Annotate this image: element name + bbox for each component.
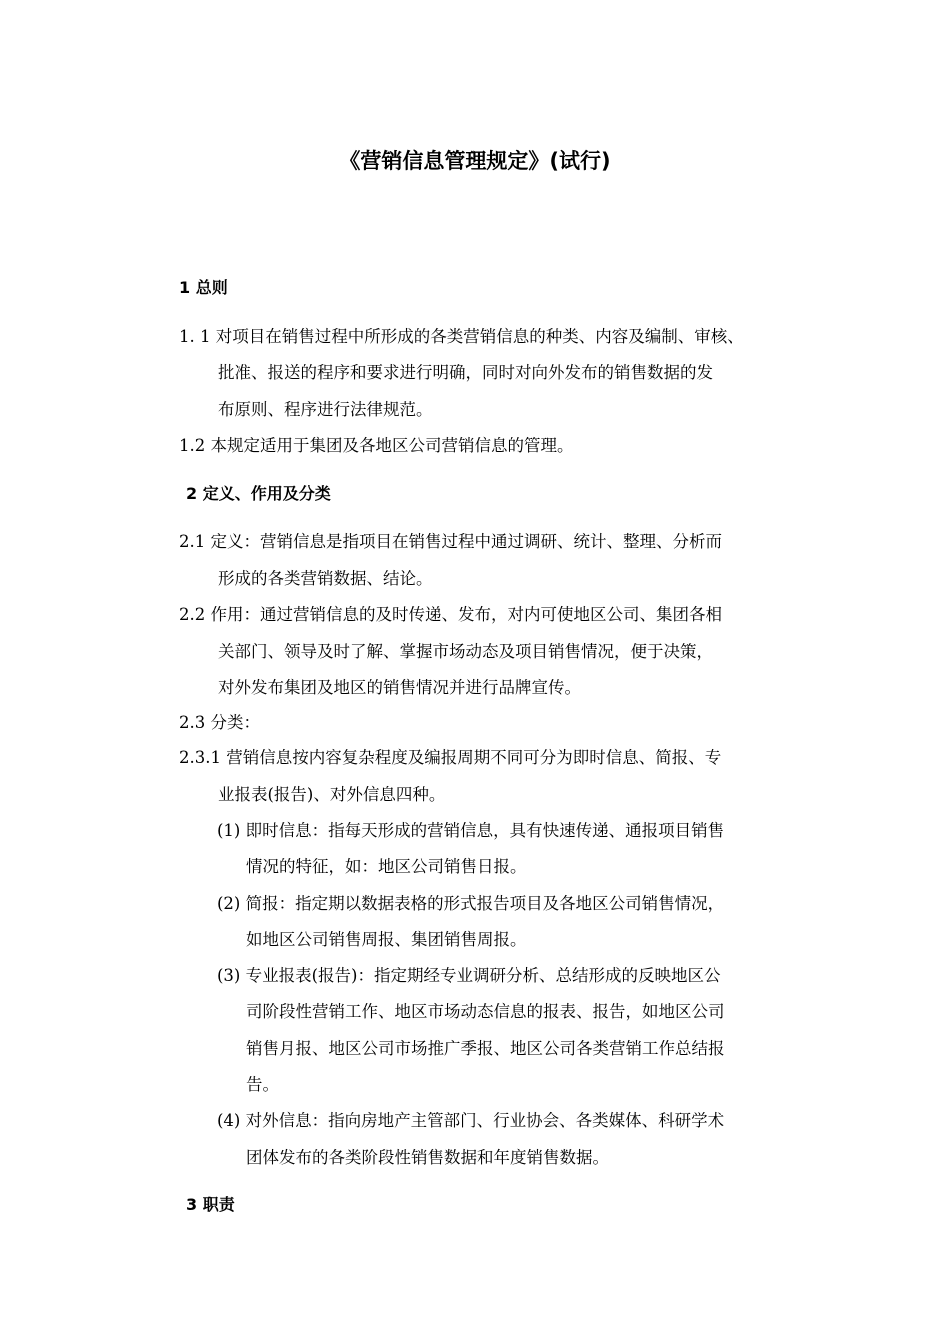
section-heading-responsibilities: 3 职责: [186, 1195, 235, 1214]
document-title: 《营销信息管理规定》(试行): [339, 149, 611, 173]
section-heading-general: 1 总则: [179, 278, 228, 297]
paragraph-line: 1. 1 对项目在销售过程中所形成的各类营销信息的种类、内容及编制、审核、: [179, 327, 744, 346]
list-item-line: 情况的特征，如：地区公司销售日报。: [246, 857, 527, 876]
list-item-line: (3) 专业报表(报告)：指定期经专业调研分析、总结形成的反映地区公: [217, 966, 721, 985]
paragraph-line: 批准、报送的程序和要求进行明确，同时对向外发布的销售数据的发: [218, 363, 713, 382]
paragraph-line: 2.3.1 营销信息按内容复杂程度及编报周期不同可分为即时信息、简报、专: [179, 748, 722, 767]
paragraph-line: 对外发布集团及地区的销售情况并进行品牌宣传。: [218, 678, 581, 697]
paragraph-line: 2.1 定义：营销信息是指项目在销售过程中通过调研、统计、整理、分析而: [179, 532, 722, 551]
list-item-line: 司阶段性营销工作、地区市场动态信息的报表、报告，如地区公司: [246, 1002, 725, 1021]
list-item-line: (1) 即时信息：指每天形成的营销信息，具有快速传递、通报项目销售: [217, 821, 725, 840]
paragraph-line: 关部门、领导及时了解、掌握市场动态及项目销售情况，便于决策，: [218, 642, 713, 661]
paragraph-line: 1.2 本规定适用于集团及各地区公司营销信息的管理。: [179, 436, 574, 455]
list-item-line: (4) 对外信息：指向房地产主管部门、行业协会、各类媒体、科研学术: [217, 1111, 725, 1130]
list-item-line: 告。: [246, 1075, 279, 1094]
paragraph-line: 2.2 作用：通过营销信息的及时传递、发布，对内可使地区公司、集团各相: [179, 605, 722, 624]
list-item-line: (2) 简报：指定期以数据表格的形式报告项目及各地区公司销售情况，: [217, 894, 725, 913]
paragraph-line: 形成的各类营销数据、结论。: [218, 569, 433, 588]
list-item-line: 销售月报、地区公司市场推广季报、地区公司各类营销工作总结报: [246, 1039, 725, 1058]
section-heading-definition: 2 定义、作用及分类: [186, 484, 331, 503]
paragraph-line: 布原则、程序进行法律规范。: [218, 400, 433, 419]
paragraph-line: 2.3 分类：: [179, 713, 260, 732]
paragraph-line: 业报表(报告)、对外信息四种。: [218, 785, 446, 804]
list-item-line: 如地区公司销售周报、集团销售周报。: [246, 930, 527, 949]
list-item-line: 团体发布的各类阶段性销售数据和年度销售数据。: [246, 1148, 609, 1167]
